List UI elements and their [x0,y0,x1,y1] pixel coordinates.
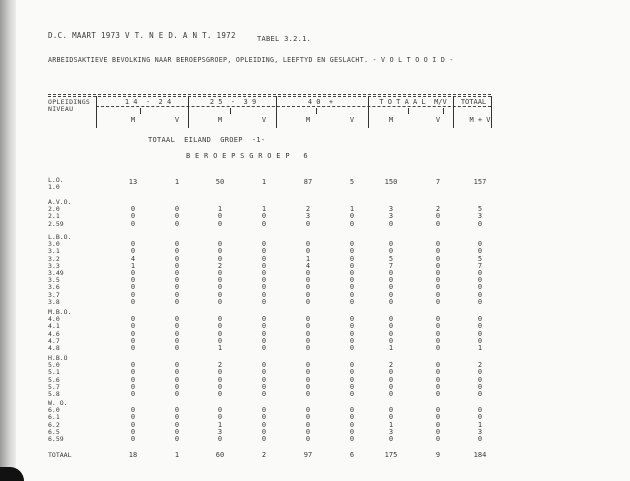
value-column: 0 0 0 [174,205,180,228]
value-column: 1 0 0 [261,205,267,228]
value-column: 1 0 0 [349,205,355,228]
value-column: 0 0 0 0 0 0 0 0 0 [174,240,180,306]
value-column: 2 0 0 [435,205,441,228]
total-value: 1 [174,451,180,459]
table-rule [230,108,231,114]
table-rule [443,108,444,114]
value-column: 0 0 0 0 0 [130,406,136,443]
value-column: 2 0 0 0 0 [388,361,394,398]
value-column: 0 0 0 0 0 [174,361,180,398]
document-page [16,0,630,481]
total-row-label: TOTAAL [48,451,72,459]
value-column: 0 0 0 0 1 [388,315,394,352]
value-column: 1 [174,178,180,186]
subtitle-eiland-groep: TOTAAL EILAND GROEP -1- [148,136,266,144]
age-group-14-24: 1 4 - 2 4 [124,98,172,106]
value-column: 7 [435,178,441,186]
value-column: 1 0 0 [217,205,223,228]
row-group-labels: H.B.O 5.0 5.1 5.6 5.7 5.8 [48,354,68,399]
subheader-mv: M + V [469,116,491,124]
value-column: 0 0 0 0 0 [435,361,441,398]
subheader-m: M [388,116,394,124]
row-group-labels: A.V.O. 2.0 2.1 2.59 [48,198,72,228]
value-column: 0 0 0 0 1 [217,315,223,352]
total-value: 175 [384,451,398,459]
total-value: 60 [215,451,225,459]
value-column: 0 0 0 0 0 [349,361,355,398]
row-header-line1: OPLEIDINGS [48,98,91,106]
value-column: 1 [261,178,267,186]
row-group-labels: M.B.O. 4.0 4.1 4.6 4.7 4.8 [48,308,72,353]
table-rule [140,108,141,114]
table-rule [96,96,97,128]
value-column: 0 0 0 0 0 0 0 0 0 [435,240,441,306]
value-column: 0 0 0 0 0 [174,406,180,443]
value-column: 5 3 0 [477,205,483,228]
value-column: 0 0 0 0 0 [435,315,441,352]
total-value: 184 [473,451,487,459]
age-group-40-plus: 4 0 + [307,98,334,106]
value-column: 0 0 0 0 0 [435,406,441,443]
total-value: 2 [261,451,267,459]
subheader-v: V [349,116,355,124]
subtitle-beroepsgroep: B E R O E P S G R O E P 6 [186,152,308,160]
value-column: 0 0 0 0 0 [349,406,355,443]
value-column: 0 0 0 0 0 [261,315,267,352]
value-column: 0 0 5 7 0 0 0 0 0 [477,240,483,306]
value-column: 0 0 0 0 1 [477,315,483,352]
row-group-labels: W. O. 6.0 6.1 6.2 6.5 6.59 [48,399,68,444]
table-title: ARBEIDSAKTIEVE BEVOLKING NAAR BEROEPSGROEP, OPLEIDING, LEEFTYD EN GESLACHT. - V O L T O O I D - [48,56,454,64]
subheader-v: V [174,116,180,124]
value-column: 0 0 0 0 0 [130,361,136,398]
value-column: 0 0 1 3 0 [477,406,483,443]
value-column: 0 0 0 0 0 0 0 0 0 [261,240,267,306]
subheader-v: V [261,116,267,124]
value-column: 0 0 0 0 0 [349,315,355,352]
row-group-labels: L.O. 1.0 [48,176,64,192]
value-column: 0 0 5 7 0 0 0 0 0 [388,240,394,306]
subheader-m: M [130,116,136,124]
table-rule [453,96,454,128]
totaal-header: TOTAAL [460,98,487,106]
value-column: 0 0 4 1 0 0 0 0 0 [130,240,136,306]
value-column: 3 3 0 [388,205,394,228]
value-column: 0 0 0 0 0 [174,315,180,352]
value-column: 2 3 0 [305,205,311,228]
value-column: 0 0 0 0 0 [305,315,311,352]
value-column: 0 0 0 0 0 [130,315,136,352]
scan-page-edge [0,0,16,481]
subheader-m: M [217,116,223,124]
value-column: 50 [215,178,225,186]
source-line: D.C. MAART 1973 V T. N E D. A N T. 1972 [48,31,236,40]
value-column: 157 [473,178,487,186]
age-group-25-39: 2 5 - 3 9 [209,98,257,106]
value-column: 87 [303,178,313,186]
total-mv-header: T O T A A L M/V [379,98,447,106]
total-value: 6 [349,451,355,459]
value-column: 0 0 0 0 0 [261,406,267,443]
row-header-line2: NIVEAU [48,105,74,113]
table-rule [408,108,409,114]
total-value: 9 [435,451,441,459]
value-column: 0 0 0 [130,205,136,228]
value-column: 0 0 0 0 0 [261,361,267,398]
value-column: 13 [128,178,138,186]
table-id: TABEL 3.2.1. [257,35,312,43]
value-column: 0 0 0 0 0 [305,406,311,443]
value-column: 5 [349,178,355,186]
value-column: 0 0 0 2 0 0 0 0 0 [217,240,223,306]
row-group-labels: L.B.O. 3.0 3.1 3.2 3.3 3.49 3.5 3.6 3.7 3.8 [48,233,72,306]
value-column: 0 0 0 0 0 [305,361,311,398]
table-rule [316,108,317,114]
subheader-m: M [305,116,311,124]
value-column: 2 0 0 0 0 [217,361,223,398]
subheader-v: V [435,116,441,124]
value-column: 0 0 1 3 0 [388,406,394,443]
table-rule [368,96,369,128]
value-column: 0 0 1 3 0 [217,406,223,443]
total-value: 97 [303,451,313,459]
value-column: 2 0 0 0 0 [477,361,483,398]
table-header [48,94,491,128]
value-column: 0 0 1 4 0 0 0 0 0 [305,240,311,306]
value-column: 150 [384,178,398,186]
total-value: 18 [128,451,138,459]
value-column: 0 0 0 0 0 0 0 0 0 [349,240,355,306]
